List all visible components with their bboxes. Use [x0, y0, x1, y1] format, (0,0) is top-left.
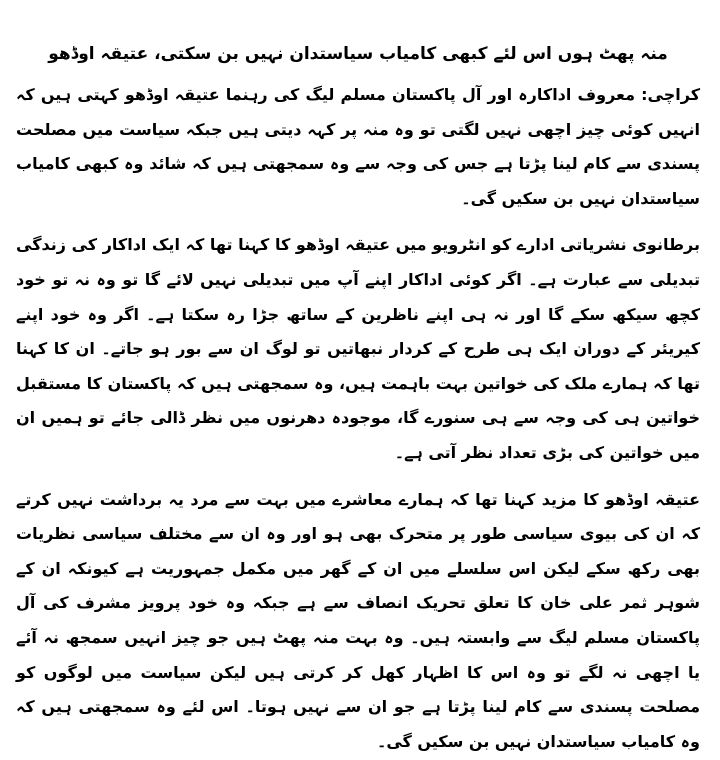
article-paragraph-1: کراچی: معروف اداکارہ اور آل پاکستان مسلم لیگ کی رہنما عتیقہ اوڈھو کہتی ہیں کہ انہیں کوئی چیز اچھی نہیں لگتی تو وہ منہ پر کہہ دیتی ہیں جبکہ سیاست میں مصلحت پسندی سے کام لینا پڑتا ہے جس کی وجہ سے وہ سمجھتی ہیں کہ شائد وہ کبھی کامیاب سیاستدان نہیں بن سکیں گی۔ — [16, 85, 700, 208]
article-paragraph-2: برطانوی نشریاتی ادارے کو انٹرویو میں عتیقہ اوڈھو کا کہنا تھا کہ ایک اداکار کی زندگی تبدیلی سے عبارت ہے۔ اگر کوئی اداکار اپنے آپ میں تبدیلی نہیں لائے گا تو وہ نہ تو خود کچھ سیکھ سکے گا اور نہ ہی اپنے ناظرین کے ساتھ جڑا رہ سکتا ہے۔ اگر وہ خود اپنے کیریئر کے دوران ایک ہی طرح کے کردار نبھاتیں تو لوگ ان سے بور ہو جاتے۔ ان کا کہنا تھا کہ ہمارے ملک کی خواتین بہت باہمت ہیں، وہ سمجھتی ہیں کہ پاکستان کا مستقبل خواتین ہی کی وجہ سے ہی سنورے گا، موجودہ دھرنوں میں نظر ڈالی جائے تو ہمیں ان میں خواتین کی بڑی تعداد نظر آتی ہے۔ — [16, 235, 700, 462]
article-headline: منہ پھٹ ہوں اس لئے کبھی کامیاب سیاستدان نہیں بن سکتی، عتیقہ اوڈھو — [48, 44, 668, 64]
article-paragraph-3: عتیقہ اوڈھو کا مزید کہنا تھا کہ ہمارے معاشرے میں بہت سے مرد یہ برداشت نہیں کرتے کہ ان کی بیوی سیاسی طور پر متحرک بھی ہو اور وہ ان سے مختلف سیاسی نظریات بھی رکھ سکے لیکن اس سلسلے میں ان کے گھر میں مکمل جمہوریت ہے کیونکہ ان کے شوہر ثمر علی خان کا تعلق تحریک انصاف سے ہے جبکہ وہ خود پرویز مشرف کی آل پاکستان مسلم لیگ سے وابستہ ہیں۔ وہ بہت منہ پھٹ ہیں جو چیز انہیں سمجھ نہ آئے یا اچھی نہ لگے تو وہ اس کا اظہار کھل کر کرتی ہیں لیکن سیاست میں لوگوں کو مصلحت پسندی سے کام لینا پڑتا ہے جو ان سے نہیں ہوتا۔ اس لئے وہ سمجھتی ہیں کہ وہ کامیاب سیاستدان نہیں بن سکیں گی۔ — [16, 489, 700, 751]
